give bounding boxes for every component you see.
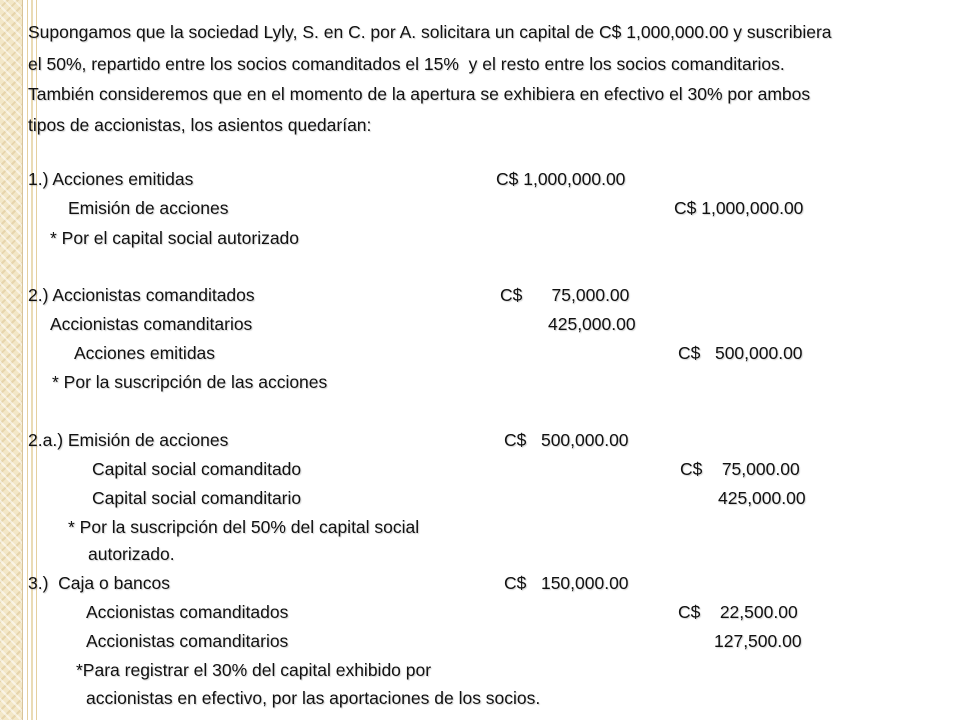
entry2-credit-amount: C$ 500,000.00	[678, 343, 803, 363]
entry3-credit2-label: Accionistas comanditarios	[86, 631, 289, 651]
entry1-note: * Por el capital social autorizado	[50, 228, 300, 248]
intro-line: También consideremos que en el momento de la apertura se exhibiera en efectivo el 30% por ambos	[28, 84, 811, 104]
entry2a-note: * Por la suscripción del 50% del capital social	[68, 517, 420, 537]
slide-content	[28, 18, 948, 720]
entry2-credit-label: Acciones emitidas	[74, 343, 216, 363]
entry2a-credit2-label: Capital social comanditario	[92, 488, 302, 508]
entry2a-debit-label: 2.a.) Emisión de acciones	[28, 430, 229, 450]
intro-line: tipos de accionistas, los asientos quedarían:	[28, 115, 372, 135]
entry2a-note: autorizado.	[88, 544, 175, 564]
entry3-credit2-amount: 127,500.00	[714, 631, 802, 651]
entry1-debit-amount: C$ 1,000,000.00	[496, 169, 626, 189]
decorative-side-pattern	[0, 0, 23, 720]
entry2-debit1-label: 2.) Accionistas comanditados	[28, 285, 255, 305]
entry3-credit1-label: Accionistas comanditados	[86, 602, 289, 622]
entry2a-credit1-label: Capital social comanditado	[92, 459, 302, 479]
entry3-credit1-amount: C$ 22,500.00	[678, 602, 798, 622]
entry2a-credit2-amount: 425,000.00	[718, 488, 806, 508]
entry2-note: * Por la suscripción de las acciones	[52, 372, 328, 392]
intro-line: el 50%, repartido entre los socios comanditados el 15% y el resto entre los socios comanditarios.	[28, 54, 785, 74]
entry3-debit-amount: C$ 150,000.00	[504, 573, 629, 593]
intro-line: Supongamos que la sociedad Lyly, S. en C. por A. solicitara un capital de C$ 1,000,000.00 y suscribiera	[28, 22, 832, 42]
entry3-debit-label: 3.) Caja o bancos	[28, 573, 171, 593]
entry2a-debit-amount: C$ 500,000.00	[504, 430, 629, 450]
entry1-credit-label: Emisión de acciones	[68, 198, 229, 218]
entry1-credit-amount: C$ 1,000,000.00	[674, 198, 804, 218]
entry1-debit-label: 1.) Acciones emitidas	[28, 169, 194, 189]
entry2-debit1-amount: C$ 75,000.00	[500, 285, 630, 305]
entry2-debit2-label: Accionistas comanditarios	[50, 314, 253, 334]
entry2a-credit1-amount: C$ 75,000.00	[680, 459, 800, 479]
entry3-note: *Para registrar el 30% del capital exhibido por	[76, 660, 432, 680]
entry2-debit2-amount: 425,000.00	[548, 314, 636, 334]
entry3-note: accionistas en efectivo, por las aportaciones de los socios.	[86, 688, 541, 708]
